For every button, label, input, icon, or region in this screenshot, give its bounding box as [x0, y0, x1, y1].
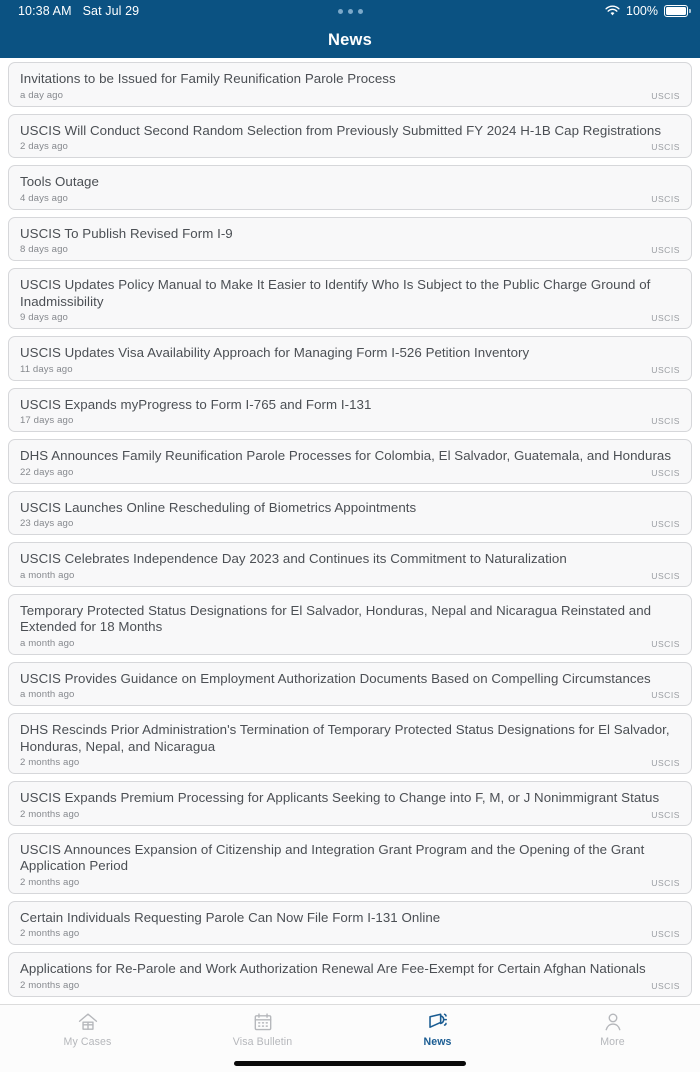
tab-label: My Cases: [63, 1035, 112, 1048]
home-indicator[interactable]: [234, 1061, 466, 1066]
news-card-meta: [20, 244, 680, 255]
news-card-meta: [20, 638, 680, 649]
news-card-timestamp: a month ago: [20, 689, 75, 700]
calendar-icon: [252, 1011, 274, 1033]
tab-my-cases[interactable]: [0, 1011, 175, 1048]
news-card-timestamp: a day ago: [20, 89, 64, 101]
tab-more[interactable]: [525, 1011, 700, 1048]
news-card[interactable]: [8, 542, 692, 587]
news-card-meta: [20, 364, 680, 375]
news-card-timestamp: 2 months ago: [20, 757, 80, 768]
status-date: Sat Jul 29: [82, 4, 140, 18]
news-card-source: USCIS: [651, 570, 680, 581]
news-card-timestamp: 2 days ago: [20, 141, 68, 152]
news-card-timestamp: 4 days ago: [20, 192, 68, 204]
megaphone-icon: [427, 1011, 449, 1033]
news-card-source: USCIS: [651, 245, 680, 255]
news-card-title: Temporary Protected Status Designations for El Salvador, Honduras, Nepal and Nicaragua Reinstated and Extended for 18 Months: [20, 602, 652, 634]
news-card-meta: [20, 193, 680, 204]
news-list[interactable]: [0, 58, 700, 1004]
tab-label: More: [600, 1035, 625, 1048]
news-card-timestamp: 17 days ago: [20, 415, 74, 426]
person-icon: [602, 1011, 624, 1033]
news-card-title: USCIS Launches Online Rescheduling of Biometrics Appointments: [20, 499, 417, 515]
news-card-title: USCIS Updates Policy Manual to Make It Easier to Identify Who Is Subject to the Public Charge Ground of Inadmissibility: [20, 277, 651, 309]
news-card-meta: [20, 141, 680, 152]
status-time: 10:38 AM: [18, 4, 72, 18]
news-card-source: USCIS: [651, 638, 680, 649]
news-card-title: USCIS Updates Visa Availability Approach for Managing Form I-526 Petition Inventory: [20, 345, 530, 360]
tab-label: Visa Bulletin: [232, 1035, 293, 1048]
battery-percent: 100%: [626, 4, 658, 18]
news-card-title: USCIS Expands myProgress to Form I-765 and Form I-131: [20, 396, 372, 412]
home-indicator-area: [0, 1056, 700, 1072]
news-card-timestamp: 11 days ago: [20, 363, 73, 375]
news-card-title: Certain Individuals Requesting Parole Can Now File Form I-131 Online: [20, 909, 441, 925]
news-card-meta: [20, 90, 680, 101]
news-card-timestamp: a month ago: [20, 637, 75, 649]
news-card-source: USCIS: [651, 690, 680, 700]
news-card[interactable]: [8, 439, 692, 484]
news-card[interactable]: [8, 901, 692, 946]
tab-label: News: [423, 1035, 452, 1048]
news-card-meta: [20, 312, 680, 323]
news-card[interactable]: [8, 662, 692, 707]
news-card-title: USCIS To Publish Revised Form I-9: [20, 225, 233, 241]
news-card-meta: [20, 757, 680, 768]
news-card[interactable]: [8, 491, 692, 536]
news-card-title: USCIS Announces Expansion of Citizenship and Integration Grant Program and the Opening of the Grant Application Period: [20, 841, 645, 873]
news-card-source: USCIS: [651, 929, 680, 939]
news-card-timestamp: 8 days ago: [20, 244, 68, 255]
tab-bar: [0, 1004, 700, 1056]
status-bar: [0, 0, 700, 22]
news-card-source: USCIS: [651, 90, 680, 101]
news-card-timestamp: 9 days ago: [20, 312, 68, 323]
news-card-meta: [20, 467, 680, 478]
news-card-source: USCIS: [651, 758, 680, 768]
news-card-title: USCIS Will Conduct Second Random Selection from Previously Submitted FY 2024 H-1B Cap Registrations: [20, 122, 662, 138]
news-card-source: USCIS: [651, 467, 680, 478]
news-card-meta: [20, 809, 680, 820]
news-card-title: USCIS Provides Guidance on Employment Authorization Documents Based on Compelling Circumstances: [20, 670, 651, 686]
news-card[interactable]: [8, 952, 692, 997]
news-card[interactable]: [8, 165, 692, 210]
news-card[interactable]: [8, 268, 692, 329]
status-bar-left: [18, 4, 139, 18]
news-card-title: Tools Outage: [20, 174, 99, 189]
news-card[interactable]: [8, 114, 692, 159]
news-card[interactable]: [8, 833, 692, 894]
news-card-meta: [20, 689, 680, 700]
news-card-source: USCIS: [651, 809, 680, 820]
news-card[interactable]: [8, 62, 692, 107]
wifi-icon: [605, 5, 620, 17]
news-card-meta: [20, 415, 680, 426]
news-card-source: USCIS: [651, 980, 680, 991]
news-card-meta: [20, 928, 680, 939]
news-card-meta: [20, 570, 680, 581]
home-icon: [77, 1011, 99, 1033]
news-card-timestamp: 2 months ago: [20, 808, 80, 820]
battery-icon: [664, 5, 688, 17]
three-dots-icon: [338, 9, 363, 14]
news-card-timestamp: 2 months ago: [20, 979, 80, 991]
news-card-timestamp: 23 days ago: [20, 518, 74, 529]
news-card[interactable]: [8, 781, 692, 826]
tab-news[interactable]: [350, 1011, 525, 1048]
news-card-title: DHS Announces Family Reunification Parole Processes for Colombia, El Salvador, Guatemala, and Honduras: [20, 448, 672, 463]
news-card-source: USCIS: [651, 142, 680, 152]
news-card-source: USCIS: [651, 416, 680, 426]
news-card-title: Invitations to be Issued for Family Reunification Parole Process: [20, 71, 396, 86]
news-card[interactable]: [8, 713, 692, 774]
news-card-title: DHS Rescinds Prior Administration's Termination of Temporary Protected Status Designations for El Salvador, Honduras, Nepal, and Nicaragua: [20, 722, 670, 754]
news-card-source: USCIS: [651, 364, 680, 375]
tab-visa-bulletin[interactable]: [175, 1011, 350, 1048]
news-card-source: USCIS: [651, 877, 680, 888]
nav-bar: [0, 22, 700, 58]
news-card-meta: [20, 518, 680, 529]
news-card-source: USCIS: [651, 313, 680, 323]
news-card-timestamp: 22 days ago: [20, 466, 74, 478]
news-card-title: USCIS Celebrates Independence Day 2023 and Continues its Commitment to Naturalization: [20, 551, 567, 566]
news-card-source: USCIS: [651, 519, 680, 529]
news-card-meta: [20, 877, 680, 888]
news-card-title: USCIS Expands Premium Processing for Applicants Seeking to Change into F, M, or J Nonimmigrant Status: [20, 790, 660, 805]
page-title: News: [328, 30, 372, 49]
news-card-title: Applications for Re-Parole and Work Authorization Renewal Are Fee-Exempt for Certain Afghan Nationals: [20, 961, 646, 976]
news-card-meta: [20, 980, 680, 991]
news-card-source: USCIS: [651, 193, 680, 204]
news-card-timestamp: a month ago: [20, 569, 75, 581]
status-bar-right: [605, 4, 688, 18]
news-card-timestamp: 2 months ago: [20, 928, 80, 939]
news-card-timestamp: 2 months ago: [20, 876, 80, 888]
news-card[interactable]: [8, 217, 692, 262]
news-card[interactable]: [8, 594, 692, 655]
news-card[interactable]: [8, 388, 692, 433]
news-card[interactable]: [8, 336, 692, 381]
